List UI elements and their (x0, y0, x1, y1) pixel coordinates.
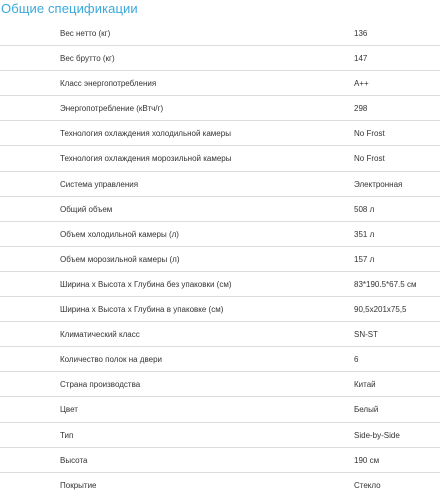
spec-row-gross-weight (0, 46, 440, 71)
spec-row-fridge-cooling (0, 121, 440, 146)
spec-value: 83*190.5*67.5 см (354, 279, 417, 289)
spec-value: 90,5x201x75,5 (354, 305, 407, 315)
spec-value: 190 см (354, 455, 380, 465)
spec-label: Вес нетто (кг) (60, 29, 111, 38)
spec-label: Технология охлаждения холодильной камеры (60, 129, 231, 139)
spec-label: Ширина x Высота x Глубина в упаковке (см) (60, 305, 224, 315)
spec-row-energy-consumption (0, 96, 440, 121)
spec-row-coating (0, 473, 440, 498)
spec-label: Объем холодильной камеры (л) (60, 229, 179, 239)
spec-table (0, 21, 440, 498)
spec-row-total-volume (0, 197, 440, 222)
spec-row-dimensions-unpacked (0, 272, 440, 297)
section-title: Общие спецификации (1, 1, 138, 16)
spec-row-height (0, 448, 440, 473)
spec-value: Электронная (354, 179, 403, 189)
spec-label: Ширина x Высота x Глубина без упаковки (см) (60, 279, 232, 289)
spec-label: Страна производства (60, 380, 141, 390)
spec-row-country (0, 372, 440, 397)
spec-row-type (0, 423, 440, 448)
spec-label: Количество полок на двери (60, 355, 163, 365)
spec-value: 298 (354, 104, 368, 114)
spec-row-control-system (0, 172, 440, 197)
spec-row-dimensions-packed (0, 297, 440, 322)
spec-label: Цвет (60, 405, 78, 415)
spec-row-door-shelves (0, 347, 440, 372)
spec-value: 6 (354, 355, 359, 365)
spec-label: Объем морозильной камеры (л) (60, 254, 180, 264)
spec-row-climate-class (0, 322, 440, 347)
spec-value: 157 л (354, 254, 375, 264)
spec-label: Класс энергопотребления (60, 79, 157, 89)
spec-label: Тип (60, 430, 74, 440)
spec-label: Вес брутто (кг) (60, 54, 115, 64)
spec-label: Общий объем (60, 204, 113, 214)
spec-value: Side-by-Side (354, 430, 400, 440)
spec-row-color (0, 397, 440, 422)
spec-row-freezer-cooling (0, 146, 440, 171)
spec-value: 508 л (354, 204, 375, 214)
spec-row-freezer-volume (0, 247, 440, 272)
spec-value: Стекло (354, 480, 381, 490)
spec-value: 136 (354, 29, 368, 38)
spec-label: Покрытие (60, 480, 97, 490)
spec-value: Китай (354, 380, 376, 390)
spec-value: A++ (354, 79, 369, 89)
spec-label: Система управления (60, 179, 139, 189)
spec-value: Белый (354, 405, 379, 415)
spec-value: 147 (354, 54, 368, 64)
spec-value: No Frost (354, 154, 385, 164)
spec-row-energy-class (0, 71, 440, 96)
spec-label: Климатический класс (60, 330, 140, 340)
spec-row-fridge-volume (0, 222, 440, 247)
spec-value: 351 л (354, 229, 375, 239)
spec-label: Энергопотребление (кВтч/г) (60, 104, 164, 114)
spec-row-net-weight (0, 21, 440, 46)
spec-value: SN-ST (354, 330, 378, 340)
spec-value: No Frost (354, 129, 385, 139)
spec-label: Высота (60, 455, 88, 465)
spec-label: Технология охлаждения морозильной камеры (60, 154, 232, 164)
